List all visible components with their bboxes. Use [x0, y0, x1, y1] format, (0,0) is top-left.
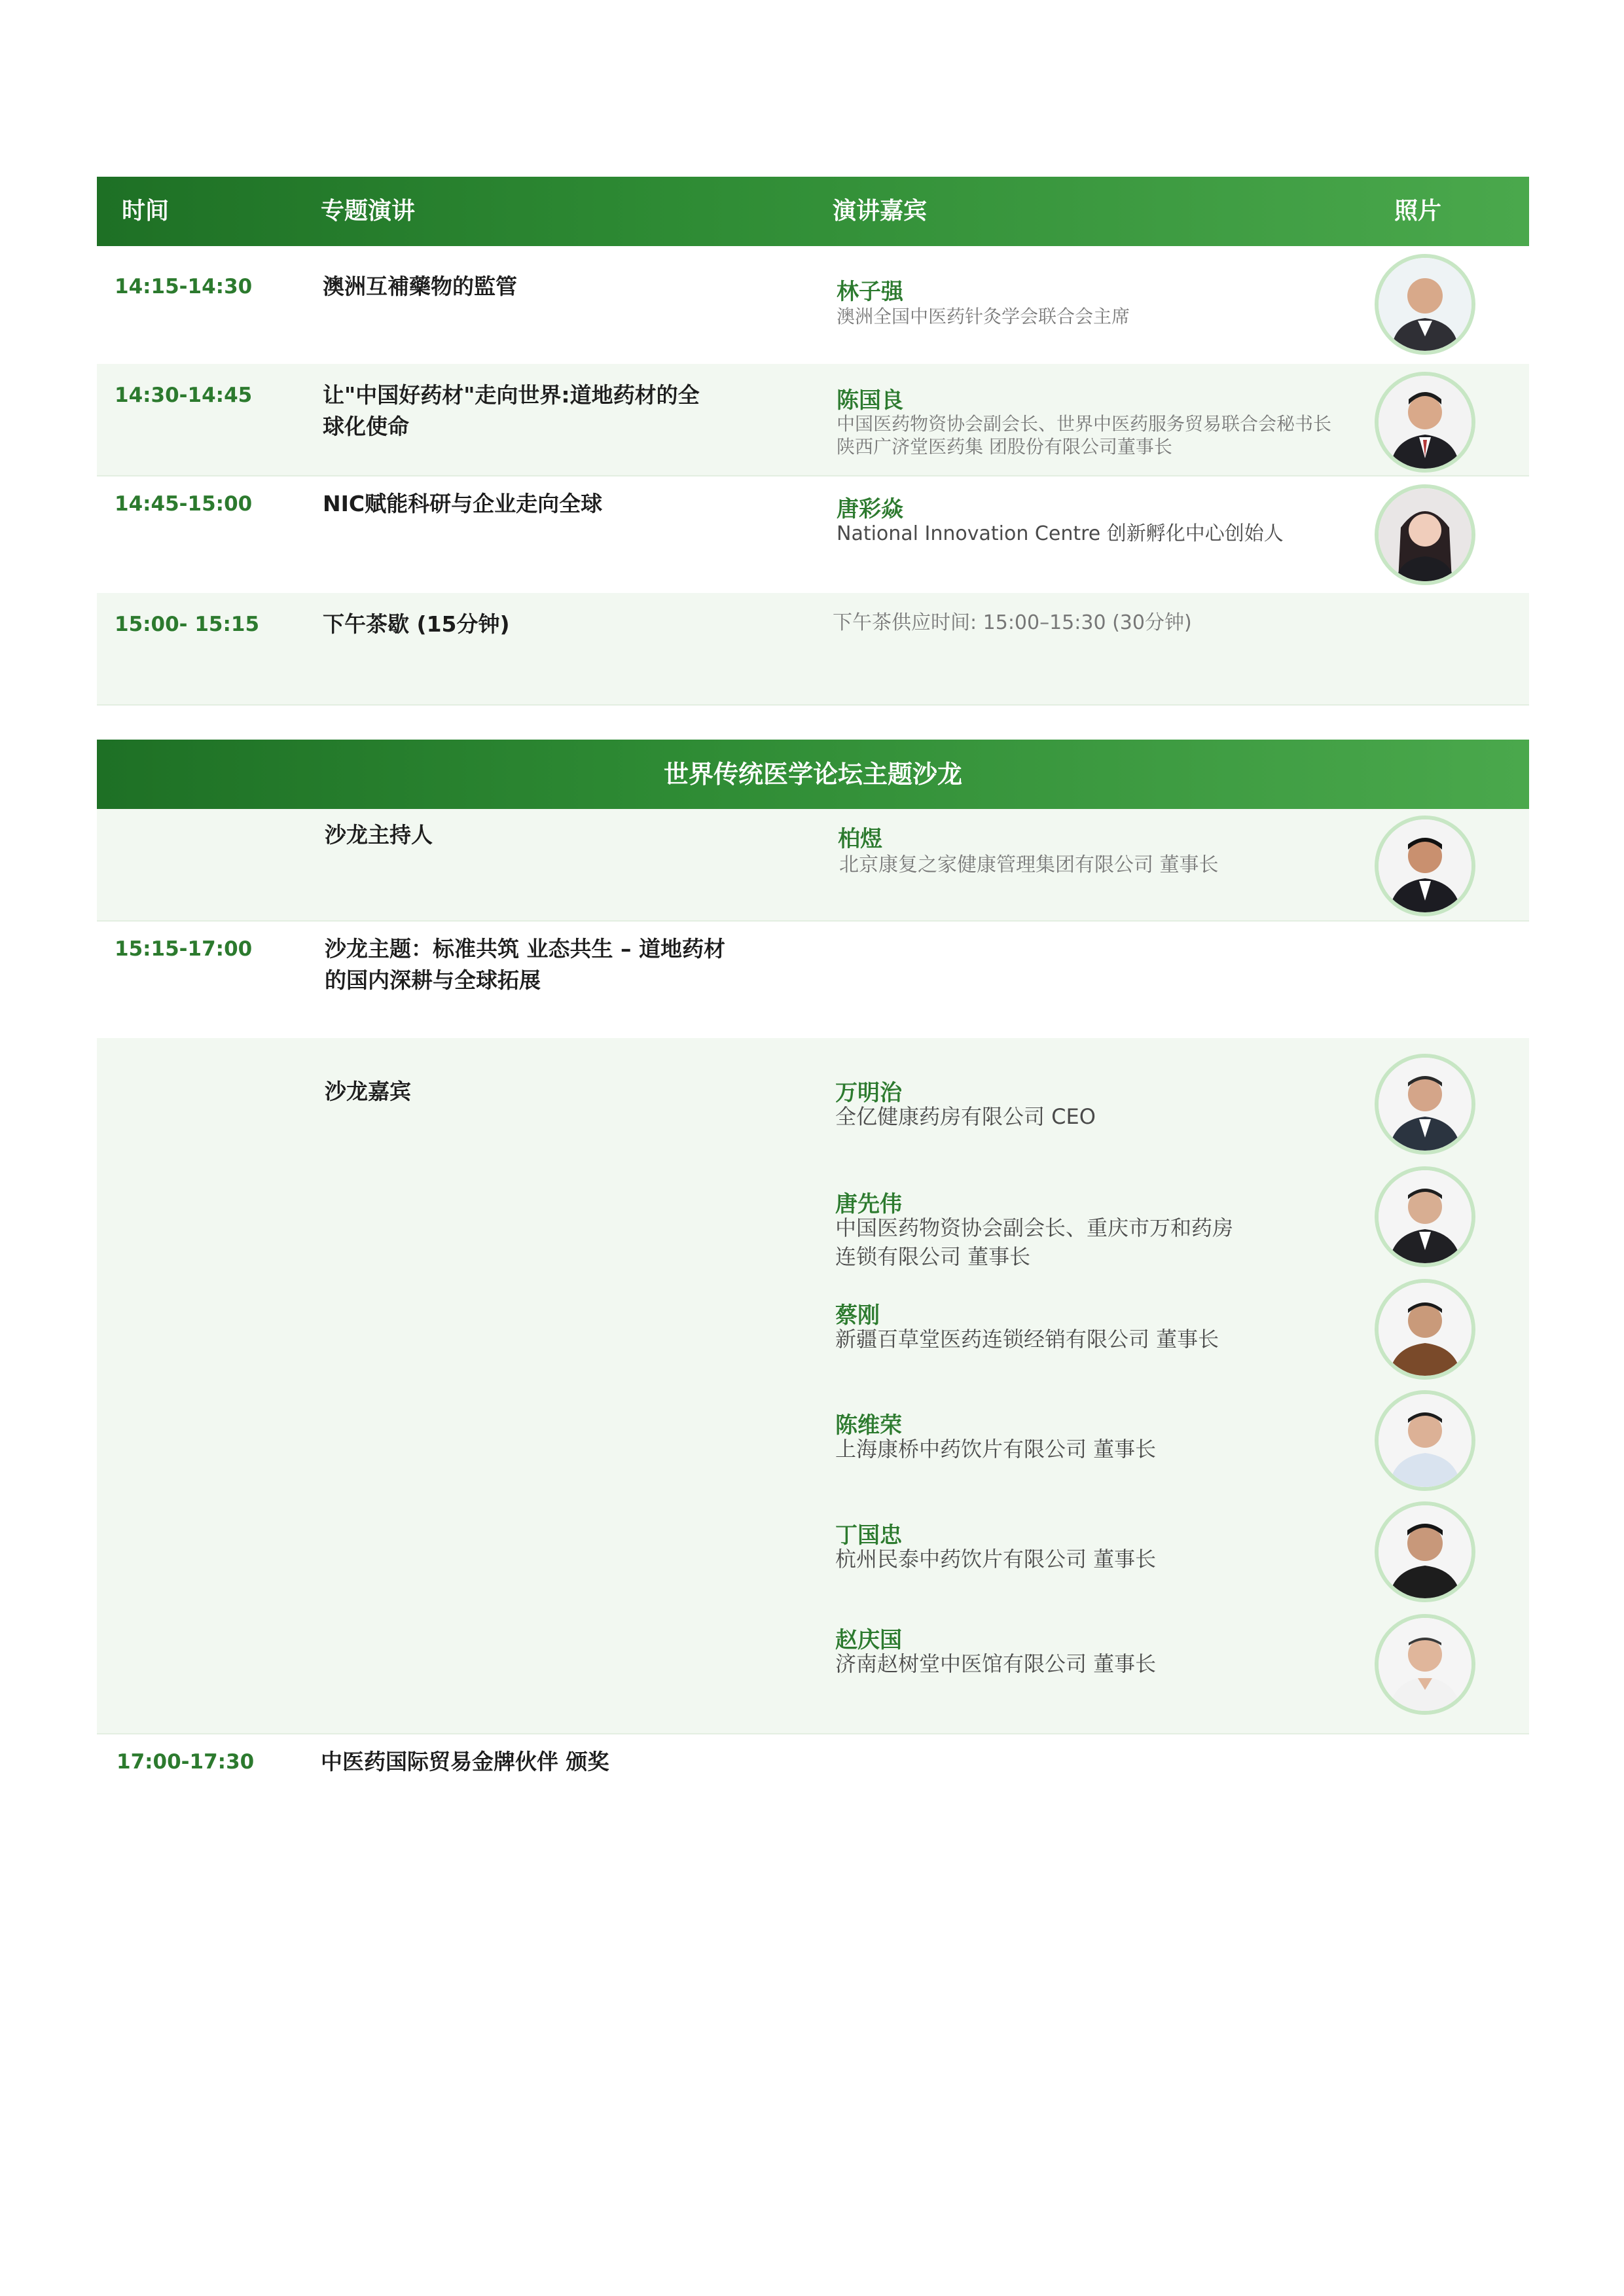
- closing-topic: 中医药国际贸易金牌伙伴 颁奖: [321, 1749, 609, 1774]
- guest-portrait-icon: [1375, 1166, 1475, 1267]
- closing-time: 17:00-17:30: [117, 1750, 255, 1774]
- salon-section-title: 世界传统医学论坛主题沙龙: [663, 760, 962, 789]
- speaker-name: 陈国良: [837, 387, 903, 414]
- header-speaker: 演讲嘉宾: [833, 198, 928, 224]
- session-row: [97, 475, 1529, 594]
- header-time: 时间: [122, 198, 170, 224]
- table-header-bar: [97, 177, 1529, 246]
- guest-name: 陈维荣: [835, 1412, 902, 1439]
- salon-guests-label: 沙龙嘉宾: [325, 1079, 411, 1104]
- salon-time: 15:15-17:00: [115, 937, 253, 961]
- speaker-title: 澳洲全国中医药针灸学会联合会主席: [837, 306, 1130, 327]
- guest-name: 蔡刚: [835, 1302, 880, 1329]
- guest-portrait-icon: [1375, 1390, 1475, 1491]
- guest-portrait-icon: [1375, 1501, 1475, 1602]
- speaker-title-line1: 中国医药物资协会副会长、世界中医药服务贸易联合会秘书长: [837, 413, 1332, 435]
- session-topic: NIC赋能科研与企业走向全球: [323, 491, 603, 516]
- speaker-name: 林子强: [837, 279, 903, 305]
- salon-host-name: 柏煜: [838, 826, 882, 852]
- speaker-title: National Innovation Centre 创新孵化中心创始人: [837, 522, 1284, 545]
- speaker-portrait-icon: [1375, 254, 1475, 355]
- guest-name: 赵庆国: [835, 1627, 902, 1653]
- speaker-portrait-icon: [1375, 372, 1475, 473]
- session-row: [97, 593, 1529, 706]
- salon-theme-line2: 的国内深耕与全球拓展: [325, 967, 541, 993]
- salon-host-row: [97, 809, 1529, 922]
- tea-break-note: 下午茶供应时间: 15:00–15:30 (30分钟): [833, 611, 1192, 634]
- session-row: [97, 246, 1529, 365]
- guest-title: 杭州民泰中药饮片有限公司 董事长: [835, 1547, 1157, 1571]
- host-portrait-icon: [1375, 816, 1475, 916]
- session-topic-line2: 球化使命: [323, 414, 409, 439]
- guest-portrait-icon: [1375, 1614, 1475, 1715]
- guest-title: 上海康桥中药饮片有限公司 董事长: [835, 1437, 1157, 1462]
- guest-name: 唐先伟: [835, 1191, 902, 1217]
- session-time: 14:15-14:30: [115, 275, 253, 298]
- session-time: 15:00- 15:15: [115, 613, 260, 636]
- session-topic: 澳洲互補藥物的監管: [323, 274, 517, 299]
- header-photo: 照片: [1394, 198, 1442, 224]
- guest-portrait-icon: [1375, 1054, 1475, 1155]
- salon-host-title: 北京康复之家健康管理集团有限公司 董事长: [839, 853, 1219, 876]
- session-topic-line1: 让"中国好药材"走向世界:道地药材的全: [323, 382, 700, 408]
- salon-host-label: 沙龙主持人: [325, 822, 433, 848]
- guest-name: 丁国忠: [835, 1522, 902, 1549]
- guest-title: 新疆百草堂医药连锁经销有限公司 董事长: [835, 1327, 1219, 1352]
- session-time: 14:45-15:00: [115, 492, 253, 516]
- header-topic: 专题演讲: [321, 198, 416, 224]
- session-time: 14:30-14:45: [115, 384, 253, 407]
- guest-title: 济南赵树堂中医馆有限公司 董事长: [835, 1651, 1157, 1676]
- guest-title-line1: 中国医药物资协会副会长、重庆市万和药房: [835, 1215, 1234, 1240]
- salon-theme-line1: 沙龙主题：标准共筑 业态共生 – 道地药材: [325, 936, 725, 961]
- guest-portrait-icon: [1375, 1279, 1475, 1380]
- guest-title: 全亿健康药房有限公司 CEO: [835, 1104, 1096, 1129]
- speaker-portrait-icon: [1375, 484, 1475, 585]
- speaker-title-line2: 陕西广济堂医药集 团股份有限公司董事长: [837, 436, 1172, 457]
- salon-guests-block: [97, 1038, 1529, 1734]
- salon-theme-row: [97, 920, 1529, 1039]
- speaker-name: 唐彩焱: [837, 496, 903, 522]
- guest-name: 万明治: [835, 1080, 902, 1106]
- guest-title-line2: 连锁有限公司 董事长: [835, 1244, 1031, 1269]
- session-topic: 下午茶歇 (15分钟): [323, 611, 510, 637]
